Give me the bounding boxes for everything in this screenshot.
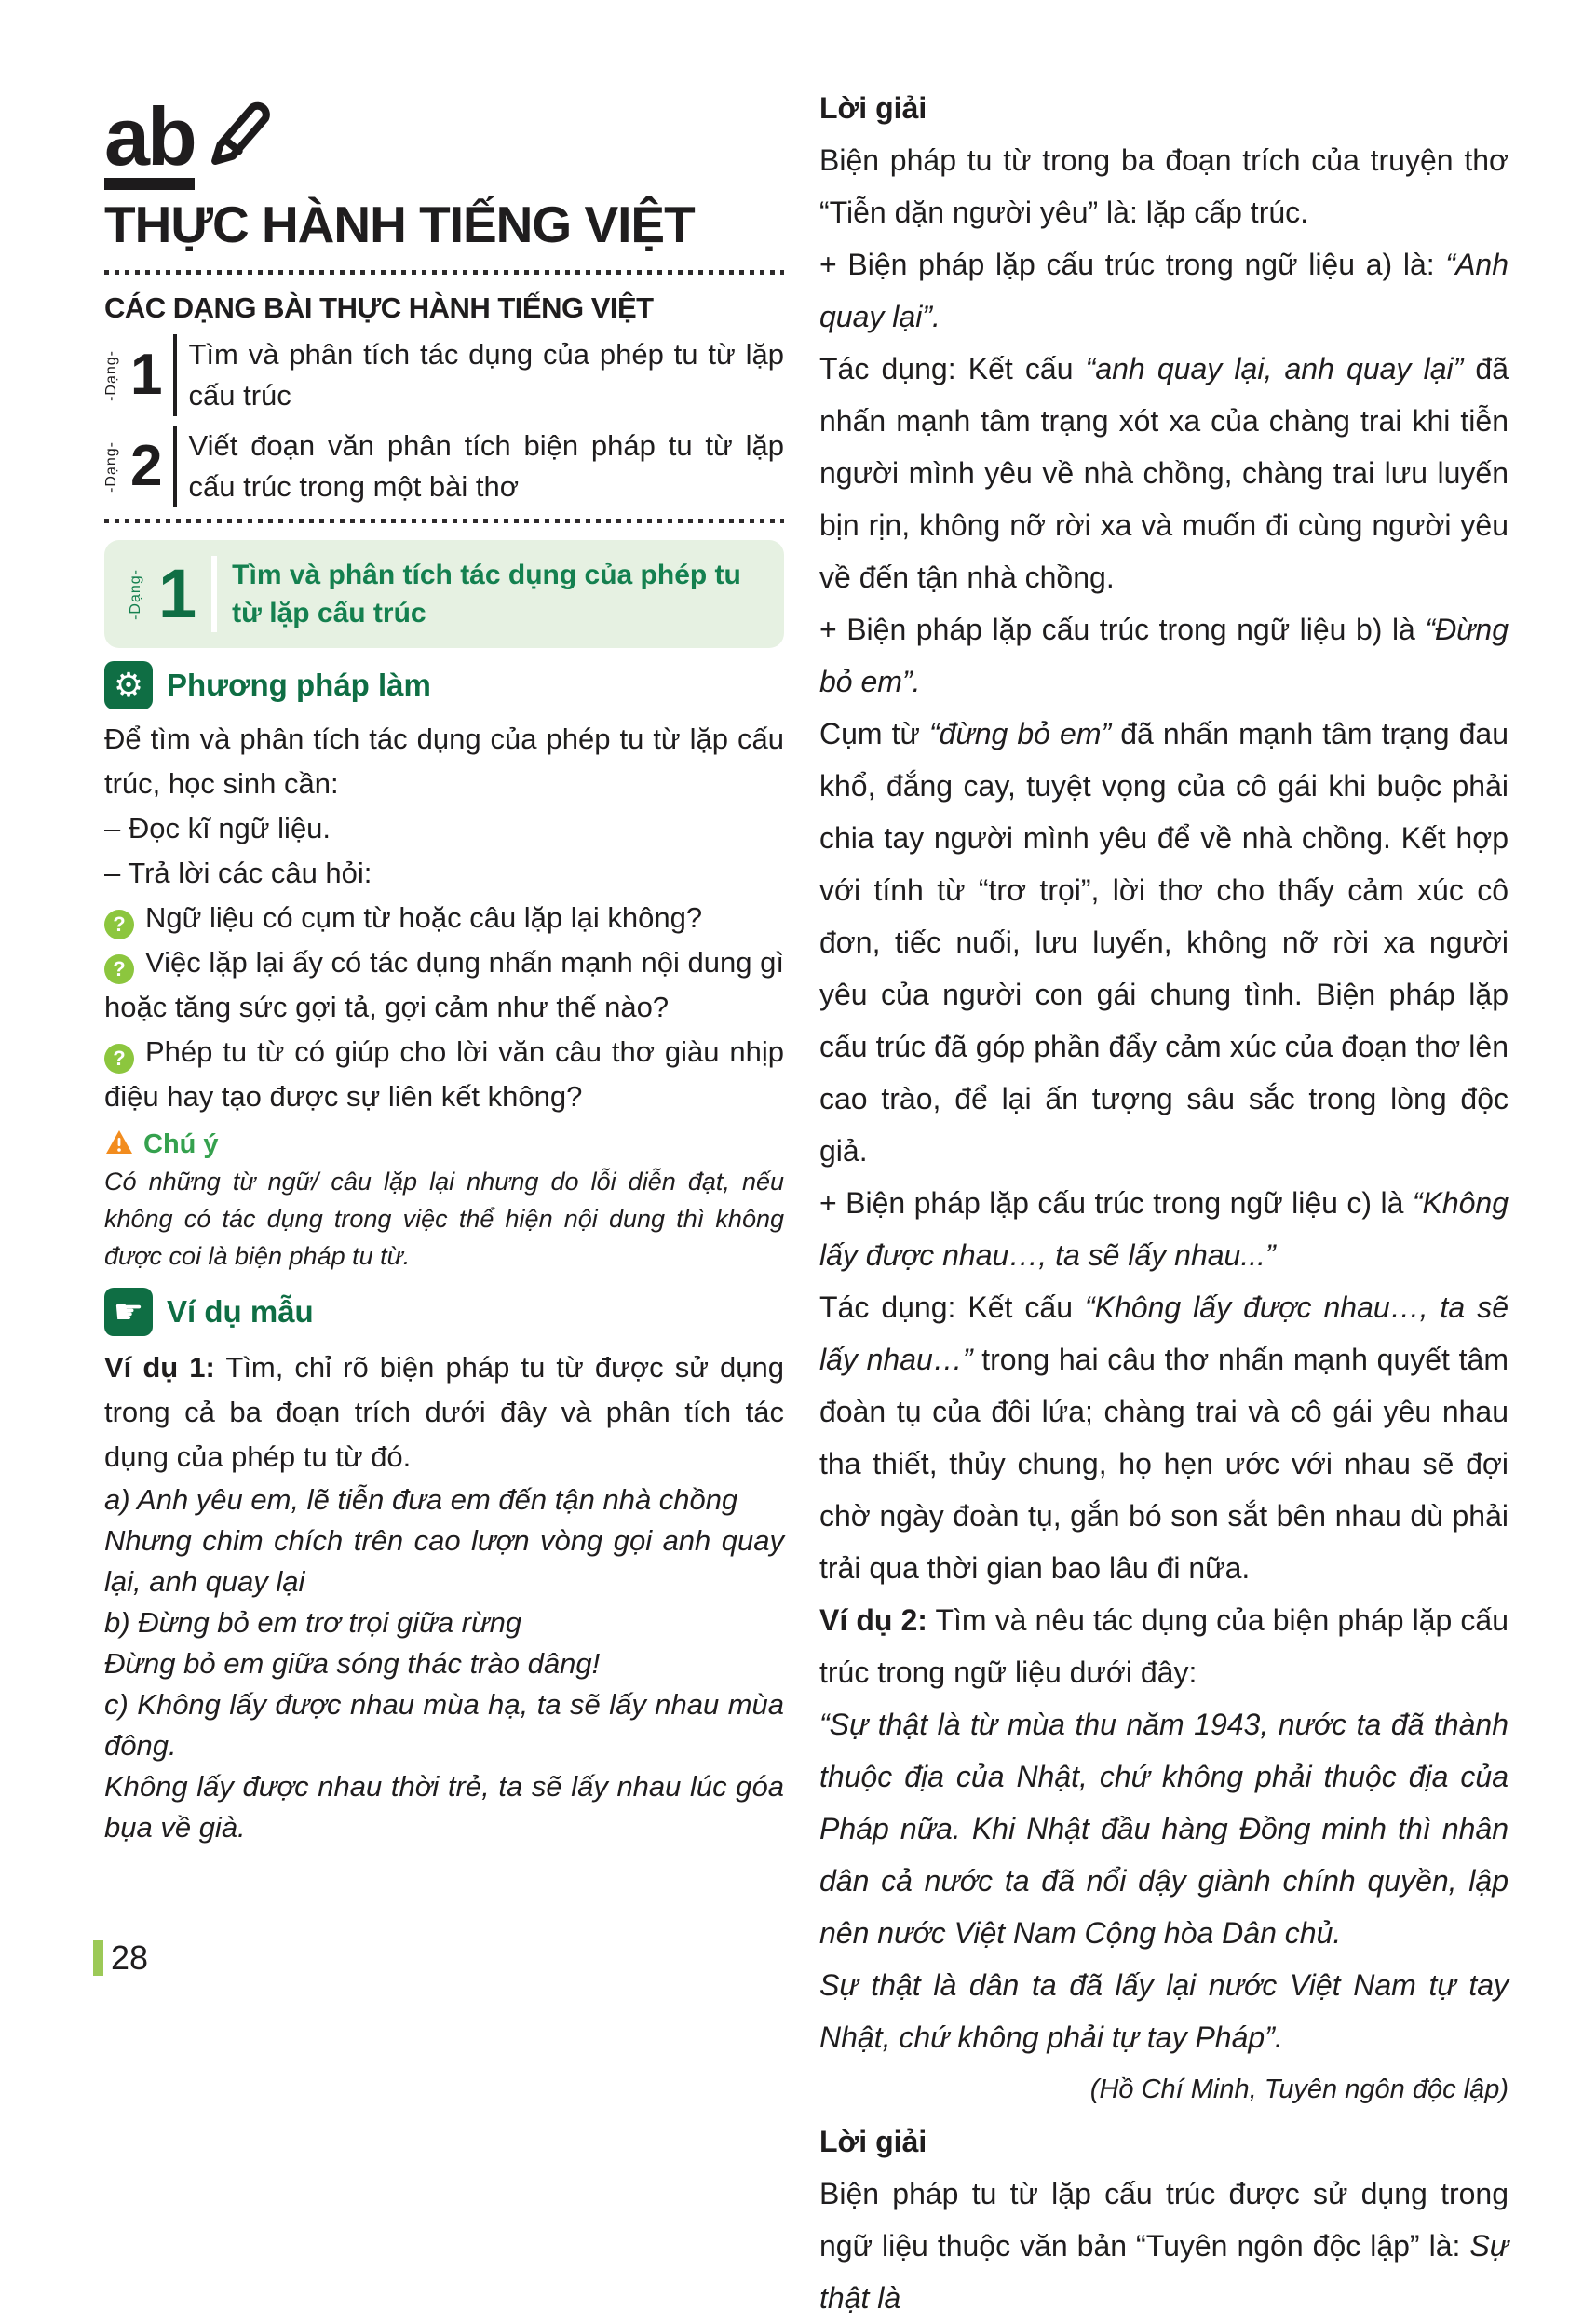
quote-paragraph: Sự thật là dân ta đã lấy lại nước Việt Nam tự tay Nhật, chứ không phải tự tay Pháp”. bbox=[819, 1968, 1509, 2054]
dang-number: 2 bbox=[130, 433, 163, 498]
quote-paragraph: “Sự thật là từ mùa thu năm 1943, nước ta đã thành thuộc địa của Nhật, chứ không phải thuộc địa của Pháp nữa. Khi Nhật đầu hàng Đồng minh thì nhân dân cả nước ta đã nổi dậy giành chính quyền, lập nên nước Việt Nam Cộng hòa Dân chủ. bbox=[819, 1708, 1509, 1950]
divider bbox=[173, 334, 177, 416]
dang-1-header-box bbox=[104, 540, 784, 648]
gear-icon: ⚙ bbox=[104, 661, 153, 709]
question-text: Ngữ liệu có cụm từ hoặc câu lặp lại không? bbox=[145, 901, 703, 934]
ab-pencil-logo bbox=[104, 80, 784, 190]
question-icon: ? bbox=[104, 954, 134, 984]
question-line bbox=[104, 1030, 784, 1119]
dang-text: Tìm và phân tích tác dụng của phép tu từ lặp cấu trúc bbox=[188, 338, 784, 412]
page-number bbox=[93, 1939, 148, 1978]
citation: (Hồ Chí Minh, Tuyên ngôn độc lập) bbox=[1089, 2074, 1509, 2104]
page-number-text: 28 bbox=[111, 1939, 149, 1977]
solution-paragraph: + Biện pháp lặp cấu trúc trong ngữ liệu a) là: “Anh quay lại”. bbox=[819, 248, 1509, 333]
quote-line: Không lấy được nhau thời trẻ, ta sẽ lấy nhau lúc góa bụa về già. bbox=[104, 1770, 784, 1844]
dang-vertical-label: -Dạng- bbox=[103, 440, 119, 493]
divider bbox=[211, 556, 217, 632]
solution-paragraph: Cụm từ “đừng bỏ em” đã nhấn mạnh tâm trạng đau khổ, đắng cay, tuyệt vọng của cô gái khi buộc phải chia tay người mình yêu để về nhà chồng. Kết hợp với tính từ “trơ trọi”, lời thơ cho thấy cảm xúc cô đơn, tiếc nuối, lưu luyến, không nỡ rời xa người yêu của người con gái chung tình. Biện pháp lặp cấu trúc đã góp phần đẩy cảm xúc của đoạn thơ lên cao trào, để lại ấn tượng sâu sắc trong lòng độc giả. bbox=[819, 717, 1509, 1168]
question-line bbox=[104, 896, 784, 940]
question-text: Phép tu từ có giúp cho lời văn câu thơ giàu nhịp điệu hay tạo được sự liên kết không? bbox=[104, 1035, 784, 1113]
logo-ab-text: ab bbox=[104, 103, 195, 190]
dang-list-item-1 bbox=[104, 334, 784, 416]
solution-paragraph: + Biện pháp lặp cấu trúc trong ngữ liệu b) là “Đừng bỏ em”. bbox=[819, 613, 1509, 698]
method-heading: Phương pháp làm bbox=[167, 668, 431, 702]
solution-paragraph: Tác dụng: Kết cấu “Không lấy được nhau…, ta sẽ lấy nhau…” trong hai câu thơ nhấn mạnh quyết tâm đoàn tụ của đôi lứa; chàng trai và cô gái yêu nhau tha thiết, thủy chung, họ hẹn ước với nhau sẽ đợi chờ ngày đoàn tụ, gắn bó son sắt bên nhau dù phải trải qua thời gian bao lâu đi nữa. bbox=[819, 1290, 1509, 1585]
question-text: Việc lặp lại ấy có tác dụng nhấn mạnh nội dung gì hoặc tăng sức gợi tả, gợi cảm như thế nào? bbox=[104, 946, 784, 1023]
dang-vertical-label: -Dạng- bbox=[103, 349, 119, 401]
example-heading: Ví dụ mẫu bbox=[167, 1294, 314, 1329]
note-body: Có những từ ngữ/ câu lặp lại nhưng do lỗi diễn đạt, nếu không có tác dụng trong việc thể hiện nội dung thì không được coi là biện pháp tu từ. bbox=[104, 1168, 784, 1270]
solution-paragraph: Biện pháp tu từ lặp cấu trúc được sử dụng trong ngữ liệu thuộc văn bản “Tuyên ngôn độc lập” là: Sự thật là bbox=[819, 2177, 1509, 2315]
dang-text: Viết đoạn văn phân tích biện pháp tu từ lặp cấu trúc trong một bài thơ bbox=[188, 429, 784, 503]
quote-line: b) Đừng bỏ em trơ trọi giữa rừng bbox=[104, 1606, 522, 1639]
dang-box-title: Tìm và phân tích tác dụng của phép tu từ lặp cấu trúc bbox=[232, 560, 741, 628]
warning-icon bbox=[104, 1128, 134, 1161]
section-subtitle: CÁC DẠNG BÀI THỰC HÀNH TIẾNG VIỆT bbox=[104, 291, 654, 324]
left-column bbox=[104, 80, 784, 1848]
solution-heading: Lời giải bbox=[819, 91, 927, 125]
solution-paragraph: Tác dụng: Kết cấu “anh quay lại, anh quay lại” đã nhấn mạnh tâm trạng xót xa của chàng trai khi tiễn người mình yêu về nhà chồng, chàng trai lưu luyến bịn rịn, không nỡ rời xa và muốn đi cùng người yêu về đến tận nhà chồng. bbox=[819, 352, 1509, 594]
pointing-hand-icon: ☛ bbox=[104, 1288, 153, 1336]
example2-prompt: Ví dụ 2: Tìm và nêu tác dụng của biện pháp lặp cấu trúc trong ngữ liệu dưới đây: bbox=[819, 1603, 1509, 1689]
note-heading: Chú ý bbox=[143, 1129, 219, 1159]
method-dash-line: – Đọc kĩ ngữ liệu. bbox=[104, 812, 331, 844]
divider bbox=[173, 426, 177, 507]
solution-paragraph: Biện pháp tu từ trong ba đoạn trích của truyện thơ “Tiễn dặn người yêu” là: lặp cấp trúc. bbox=[819, 143, 1509, 229]
dang-list-item-2 bbox=[104, 426, 784, 507]
right-column bbox=[819, 82, 1509, 2324]
dotted-divider bbox=[104, 519, 784, 523]
example1-prompt: Ví dụ 1: Tìm, chỉ rõ biện pháp tu từ được sử dụng trong cả ba đoạn trích dưới đây và phân tích tác dụng của phép tu từ đó. bbox=[104, 1351, 785, 1473]
quote-line: Nhưng chim chích trên cao lượn vòng gọi anh quay lại, anh quay lại bbox=[104, 1524, 784, 1598]
note-header bbox=[104, 1128, 784, 1161]
pencil-icon bbox=[200, 88, 280, 173]
quote-line: c) Không lấy được nhau mùa hạ, ta sẽ lấy nhau mùa đông. bbox=[104, 1688, 784, 1762]
solution-heading: Lời giải bbox=[819, 2125, 927, 2158]
dotted-divider bbox=[104, 270, 784, 275]
solution-paragraph: + Biện pháp lặp cấu trúc trong ngữ liệu c) là “Không lấy được nhau…, ta sẽ lấy nhau...” bbox=[819, 1186, 1509, 1272]
dang-number: 1 bbox=[158, 554, 197, 632]
question-line bbox=[104, 940, 784, 1030]
example-section-header bbox=[104, 1288, 784, 1336]
method-intro: Để tìm và phân tích tác dụng của phép tu từ lặp cấu trúc, học sinh cần: bbox=[104, 723, 784, 800]
method-section-header bbox=[104, 661, 784, 709]
quote-line: a) Anh yêu em, lẽ tiễn đưa em đến tận nhà chồng bbox=[104, 1483, 738, 1516]
question-icon: ? bbox=[104, 1044, 134, 1074]
method-dash-line: – Trả lời các câu hỏi: bbox=[104, 857, 372, 889]
dang-vertical-label: -Dạng- bbox=[128, 568, 143, 620]
question-icon: ? bbox=[104, 910, 134, 939]
page-title: THỰC HÀNH TIẾNG VIỆT bbox=[104, 196, 695, 253]
quote-line: Đừng bỏ em giữa sóng thác trào dâng! bbox=[104, 1647, 601, 1680]
page-number-bar bbox=[93, 1940, 103, 1976]
dang-number: 1 bbox=[130, 342, 163, 407]
